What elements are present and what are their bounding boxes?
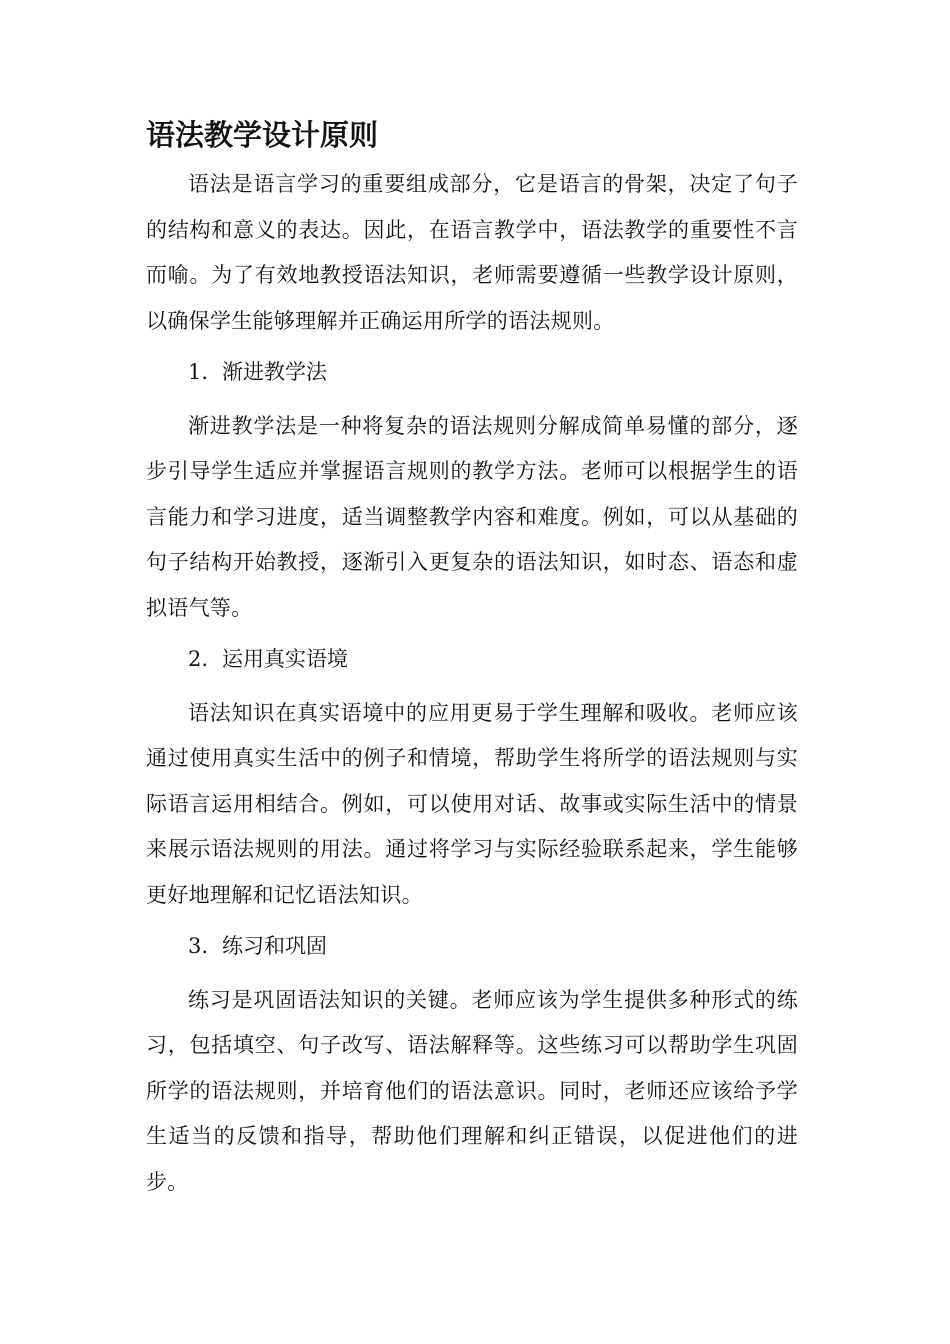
section-body-3: 练习是巩固语法知识的关键。老师应该为学生提供多种形式的练习，包括填空、句子改写、语法解释等。这些练习可以帮助学生巩固所学的语法规则，并培育他们的语法意识。同时，老师还应该给予学生适当的反馈和指导，帮助他们理解和纠正错误，以促进他们的进步。 — [146, 987, 798, 1194]
document-content — [146, 112, 798, 1207]
section-heading-text: 练习和巩固 — [222, 934, 327, 958]
document-title: 语法教学设计原则 — [146, 118, 379, 152]
section-heading-2 — [146, 637, 798, 683]
section-heading-text: 运用真实语境 — [222, 647, 348, 671]
section-heading-1 — [146, 350, 798, 396]
section-number: 3. — [188, 934, 209, 958]
section-number: 2. — [188, 647, 209, 671]
section-heading-text: 渐进教学法 — [222, 360, 327, 384]
section-number: 1. — [188, 360, 209, 384]
section-body-1: 渐进教学法是一种将复杂的语法规则分解成简单易懂的部分，逐步引导学生适应并掌握语言规则的教学方法。老师可以根据学生的语言能力和学习进度，适当调整教学内容和难度。例如，可以从基础的句子结构开始教授，逐渐引入更复杂的语法知识，如时态、语态和虚拟语气等。 — [146, 413, 798, 620]
intro-paragraph: 语法是语言学习的重要组成部分，它是语言的骨架，决定了句子的结构和意义的表达。因此，在语言教学中，语法教学的重要性不言而喻。为了有效地教授语法知识，老师需要遵循一些教学设计原则，以确保学生能够理解并正确运用所学的语法规则。 — [146, 172, 798, 333]
section-heading-3 — [146, 924, 798, 970]
section-body-2: 语法知识在真实语境中的应用更易于学生理解和吸收。老师应该通过使用真实生活中的例子和情境，帮助学生将所学的语法规则与实际语言运用相结合。例如，可以使用对话、故事或实际生活中的情景来展示语法规则的用法。通过将学习与实际经验联系起来，学生能够更好地理解和记忆语法知识。 — [146, 700, 798, 907]
